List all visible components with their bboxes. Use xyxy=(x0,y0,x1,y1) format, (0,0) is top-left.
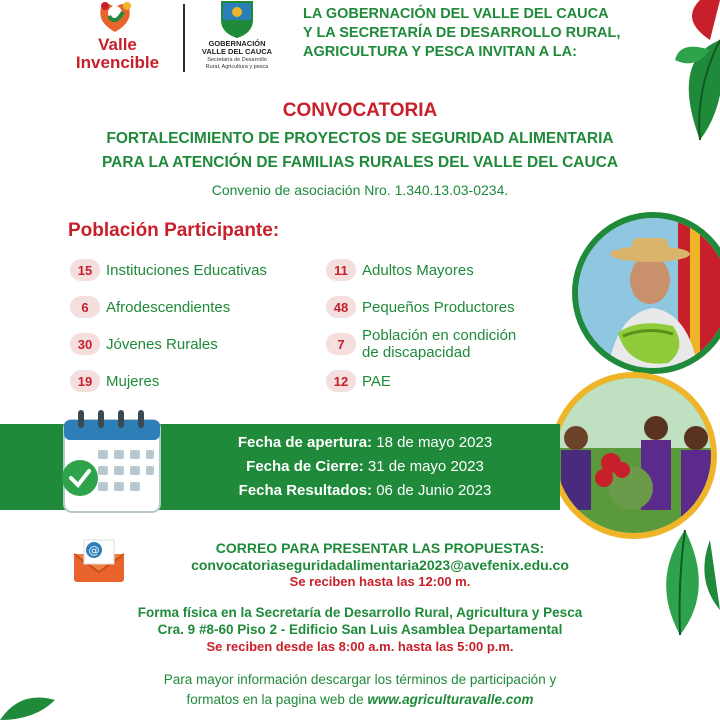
fecha-cierre-value: 31 de mayo 2023 xyxy=(367,458,484,475)
convenio-number: Convenio de asociación Nro. 1.340.13.03-0234. xyxy=(211,182,509,198)
svg-text:@: @ xyxy=(88,544,100,557)
fisica-line1: Forma física en la Secretaría de Desarrollo Rural, Agricultura y Pesca xyxy=(137,605,583,620)
calendar-icon xyxy=(58,404,168,516)
fecha-apertura xyxy=(160,434,570,451)
valle-invencible-logo xyxy=(60,0,175,78)
community-photo xyxy=(550,372,717,539)
fecha-resultados-label: Fecha Resultados: xyxy=(238,482,373,499)
fecha-cierre xyxy=(160,458,570,475)
count-badge: 19 xyxy=(70,370,100,392)
item-label: Mujeres xyxy=(106,372,160,390)
fecha-resultados-value: 06 de Junio 2023 xyxy=(376,482,492,499)
list-item xyxy=(70,257,267,283)
gobernacion-logo xyxy=(192,0,282,78)
fisica-hours: Se reciben desde las 8:00 a.m. hasta las 5:00 p.m. xyxy=(206,639,514,654)
item-label: PAE xyxy=(362,372,391,390)
list-item xyxy=(326,324,516,364)
info-line1: Para mayor información descargar los términos de participación y xyxy=(163,672,557,687)
list-item xyxy=(326,368,391,394)
invite-line2: Y LA SECRETARÍA DE DESARROLLO RURAL, xyxy=(303,25,621,41)
item-label: Jóvenes Rurales xyxy=(106,335,218,353)
fecha-apertura-label: Fecha de apertura: xyxy=(237,434,373,451)
count-badge: 15 xyxy=(70,259,100,281)
logo-gov-line1: GOBERNACIÓN xyxy=(208,39,266,48)
list-item xyxy=(70,331,218,357)
fecha-apertura-value: 18 de mayo 2023 xyxy=(376,434,493,451)
community-illustration xyxy=(556,378,711,533)
fecha-resultados xyxy=(160,482,570,499)
list-item xyxy=(326,257,474,283)
poblacion-title: Población Participante: xyxy=(68,220,280,241)
convocatoria-subtitle-line1: FORTALECIMIENTO DE PROYECTOS DE SEGURIDAD ALIMENTARIA xyxy=(106,130,614,147)
count-badge: 7 xyxy=(326,333,356,355)
farmer-photo xyxy=(572,212,720,374)
valle-invencible-icon xyxy=(93,0,137,34)
count-badge: 48 xyxy=(326,296,356,318)
item-label: Adultos Mayores xyxy=(362,261,474,279)
leaf-decoration-bottom-right xyxy=(650,520,720,640)
leaf-decoration-bottom-left xyxy=(0,690,60,720)
logo-gov-line2: VALLE DEL CAUCA xyxy=(201,47,273,56)
count-badge: 30 xyxy=(70,333,100,355)
coat-of-arms-icon xyxy=(218,0,256,38)
correo-hours: Se reciben hasta las 12:00 m. xyxy=(289,574,471,589)
item-label-line2: de discapacidad xyxy=(362,344,471,361)
info-line2 xyxy=(60,692,660,707)
list-item xyxy=(326,294,515,320)
info-line2-prefix: formatos en la pagina web de xyxy=(186,692,364,707)
invitation-heading xyxy=(303,5,663,62)
header-divider xyxy=(183,4,185,72)
logo-valle-line1: Valle xyxy=(98,35,137,54)
website-link[interactable]: www.agriculturavalle.com xyxy=(367,692,534,707)
count-badge: 11 xyxy=(326,259,356,281)
item-label: Pequeños Productores xyxy=(362,298,515,316)
logo-gov-line4: Rural, Agricultura y pesca xyxy=(205,64,269,70)
correo-title: CORREO PARA PRESENTAR LAS PROPUESTAS: xyxy=(215,540,545,556)
farmer-illustration xyxy=(578,218,720,368)
invite-line1: LA GOBERNACIÓN DEL VALLE DEL CAUCA xyxy=(303,6,609,22)
item-label: Afrodescendientes xyxy=(106,298,231,316)
item-label-line1: Población en condición xyxy=(362,327,517,344)
fecha-cierre-label: Fecha de Cierre: xyxy=(246,458,364,475)
count-badge: 12 xyxy=(326,370,356,392)
item-label: Instituciones Educativas xyxy=(106,261,267,279)
logo-gov-line3: Secretaría de Desarrollo xyxy=(207,57,267,63)
item-label xyxy=(362,327,516,361)
list-item xyxy=(70,294,230,320)
convocatoria-title: CONVOCATORIA xyxy=(282,100,438,121)
fisica-address: Cra. 9 #8-60 Piso 2 - Edificio San Luis Asamblea Departamental xyxy=(157,622,563,637)
list-item xyxy=(70,368,159,394)
convocatoria-subtitle-line2: PARA LA ATENCIÓN DE FAMILIAS RURALES DEL VALLE DEL CAUCA xyxy=(101,154,619,171)
count-badge: 6 xyxy=(70,296,100,318)
correo-email[interactable]: convocatoriaseguridadalimentaria2023@avefenix.edu.co xyxy=(191,557,569,573)
logo-valle-line2: Invencible xyxy=(75,53,160,72)
invite-line3: AGRICULTURA Y PESCA INVITAN A LA: xyxy=(303,44,577,60)
